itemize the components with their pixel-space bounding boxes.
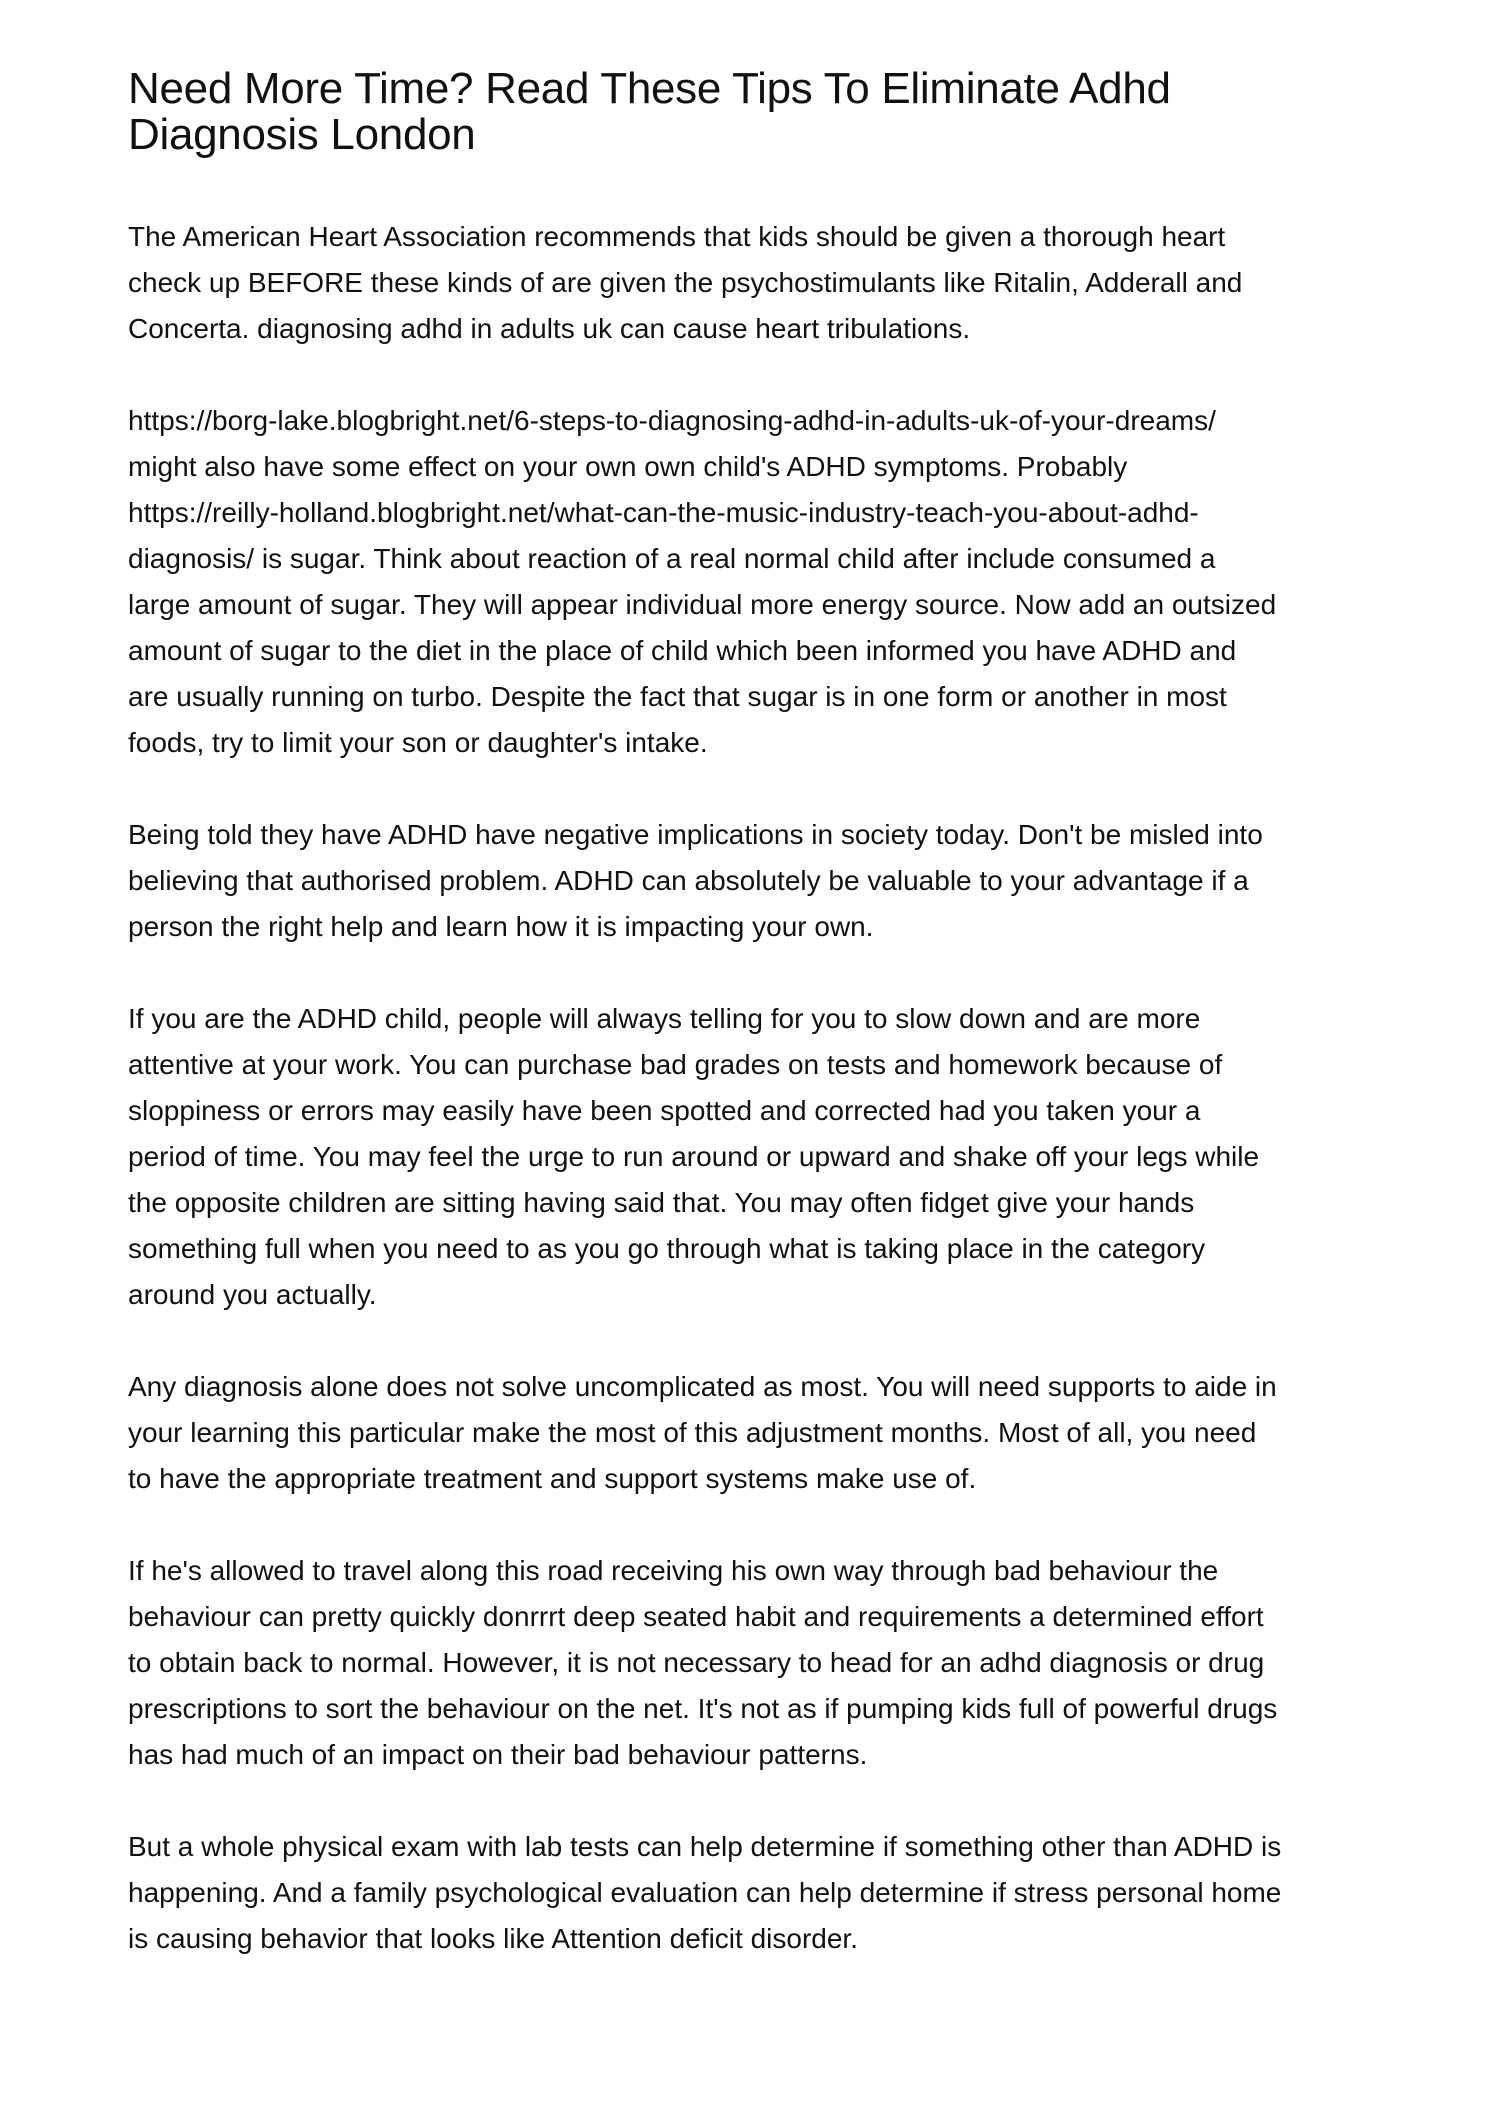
paragraph-line: attentive at your work. You can purchase bad grades on tests and homework because of bbox=[128, 1049, 1223, 1080]
paragraph-line: around you actually. bbox=[128, 1279, 377, 1310]
paragraph bbox=[128, 1364, 1428, 1502]
paragraph-line: https://borg-lake.blogbright.net/6-steps-to-diagnosing-adhd-in-adults-uk-of-your-dreams/ bbox=[128, 405, 1216, 436]
paragraph-line: prescriptions to sort the behaviour on the net. It's not as if pumping kids full of powerful drugs bbox=[128, 1693, 1278, 1724]
paragraph-line: person the right help and learn how it is impacting your own. bbox=[128, 911, 874, 942]
paragraph-line: https://reilly-holland.blogbright.net/what-can-the-music-industry-teach-you-about-adhd- bbox=[128, 497, 1199, 528]
paragraph bbox=[128, 398, 1428, 766]
paragraph-line: If you are the ADHD child, people will always telling for you to slow down and are more bbox=[128, 1003, 1201, 1034]
paragraph-line: Concerta. diagnosing adhd in adults uk can cause heart tribulations. bbox=[128, 313, 971, 344]
paragraph-line: to have the appropriate treatment and support systems make use of. bbox=[128, 1463, 977, 1494]
title-line: Need More Time? Read These Tips To Eliminate Adhd bbox=[128, 64, 1171, 113]
paragraph bbox=[128, 1548, 1428, 1778]
paragraph-line: happening. And a family psychological evaluation can help determine if stress personal home bbox=[128, 1877, 1282, 1908]
paragraph bbox=[128, 1824, 1428, 1962]
paragraph-line: believing that authorised problem. ADHD can absolutely be valuable to your advantage if a bbox=[128, 865, 1249, 896]
paragraph-line: your learning this particular make the most of this adjustment months. Most of all, you need bbox=[128, 1417, 1257, 1448]
paragraph-line: behaviour can pretty quickly donrrrt deep seated habit and requirements a determined effort bbox=[128, 1601, 1264, 1632]
paragraph-line: has had much of an impact on their bad behaviour patterns. bbox=[128, 1739, 868, 1770]
title-line: Diagnosis London bbox=[128, 110, 476, 159]
paragraph-line: to obtain back to normal. However, it is not necessary to head for an adhd diagnosis or drug bbox=[128, 1647, 1265, 1678]
paragraph-line: something full when you need to as you go through what is taking place in the category bbox=[128, 1233, 1206, 1264]
paragraph-line: period of time. You may feel the urge to run around or upward and shake off your legs while bbox=[128, 1141, 1260, 1172]
paragraph-line: check up BEFORE these kinds of are given the psychostimulants like Ritalin, Adderall and bbox=[128, 267, 1243, 298]
paragraph-line: amount of sugar to the diet in the place of child which been informed you have ADHD and bbox=[128, 635, 1237, 666]
paragraph-line: are usually running on turbo. Despite the fact that sugar is in one form or another in most bbox=[128, 681, 1227, 712]
paragraph-line: might also have some effect on your own own child's ADHD symptoms. Probably bbox=[128, 451, 1128, 482]
paragraph-line: foods, try to limit your son or daughter's intake. bbox=[128, 727, 708, 758]
paragraph-line: Being told they have ADHD have negative implications in society today. Don't be misled into bbox=[128, 819, 1263, 850]
paragraph bbox=[128, 214, 1428, 352]
paragraph-line: But a whole physical exam with lab tests can help determine if something other than ADHD is bbox=[128, 1831, 1282, 1862]
paragraph-line: diagnosis/ is sugar. Think about reaction of a real normal child after include consumed a bbox=[128, 543, 1216, 574]
paragraph-line: is causing behavior that looks like Attention deficit disorder. bbox=[128, 1923, 858, 1954]
paragraph-line: Any diagnosis alone does not solve uncomplicated as most. You will need supports to aide in bbox=[128, 1371, 1277, 1402]
paragraph-line: the opposite children are sitting having said that. You may often fidget give your hands bbox=[128, 1187, 1195, 1218]
paragraph-line: sloppiness or errors may easily have been spotted and corrected had you taken your a bbox=[128, 1095, 1201, 1126]
paragraph-line: If he's allowed to travel along this road receiving his own way through bad behaviour the bbox=[128, 1555, 1219, 1586]
paragraph-line: The American Heart Association recommends that kids should be given a thorough heart bbox=[128, 221, 1226, 252]
document-page bbox=[128, 66, 1428, 2008]
paragraph-line: large amount of sugar. They will appear individual more energy source. Now add an outsized bbox=[128, 589, 1277, 620]
paragraph bbox=[128, 812, 1428, 950]
page-title bbox=[128, 66, 1428, 158]
article-body bbox=[128, 214, 1428, 1962]
paragraph bbox=[128, 996, 1428, 1318]
